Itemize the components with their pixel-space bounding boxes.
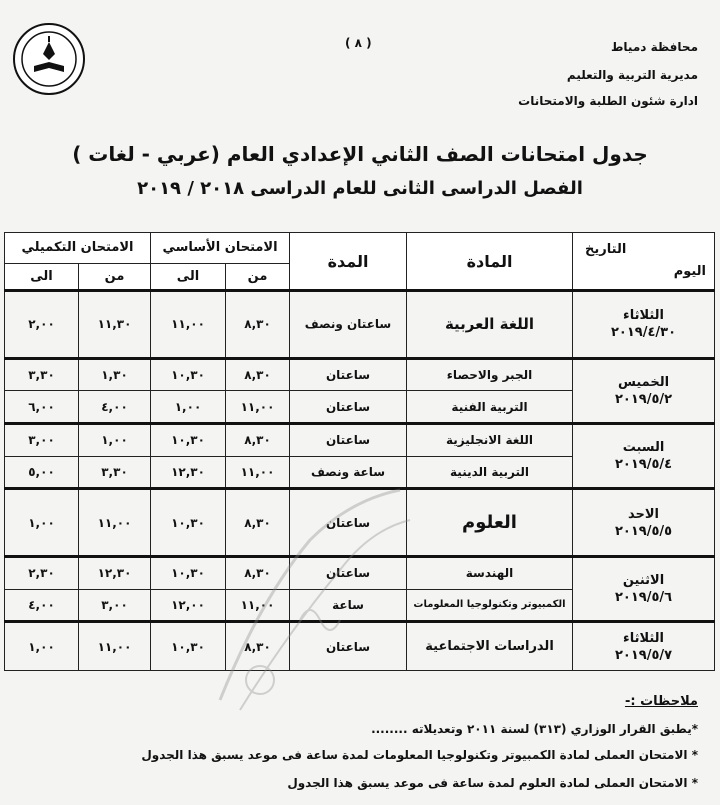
supp-to-cell: ١,٠٠: [5, 489, 79, 557]
subject-cell: الدراسات الاجتماعية: [407, 622, 573, 671]
supp-to-cell: ٣,٠٠: [5, 423, 79, 456]
supp-from-cell: ١,٠٠: [79, 423, 151, 456]
basic-to-cell: ١٠,٣٠: [151, 423, 226, 456]
governorate-label: محافظة دمياط: [610, 40, 698, 54]
subject-cell: الجبر والاحصاء: [407, 358, 573, 391]
basic-to-cell: ١٠,٣٠: [151, 358, 226, 391]
basic-from-cell: ٨,٣٠: [226, 489, 290, 557]
subject-cell: الكمبيوتر وتكنولوجيا المعلومات: [407, 589, 573, 622]
duration-cell: ساعتان: [290, 556, 407, 589]
notes-title: ملاحظات :-: [624, 694, 698, 709]
duration-cell: ساعتان: [290, 423, 407, 456]
directorate-label: مديرية التربية والتعليم: [566, 68, 698, 82]
duration-cell: ساعة ونصف: [290, 456, 407, 489]
basic-from-cell: ١١,٠٠: [226, 391, 290, 424]
supp-from-cell: ٣,٠٠: [79, 589, 151, 622]
basic-from-cell: ١١,٠٠: [226, 456, 290, 489]
duration-cell: ساعتان ونصف: [290, 291, 407, 359]
supp-to-cell: ١,٠٠: [5, 622, 79, 671]
header-date-day: [573, 233, 715, 291]
note-item: * الامتحان العملى لمادة العلوم لمدة ساعة فى موعد يسبق هذا الجدول: [287, 776, 698, 790]
basic-from-cell: ٨,٣٠: [226, 556, 290, 589]
subject-cell: العلوم: [407, 489, 573, 557]
supp-to-cell: ٢,٠٠: [5, 291, 79, 359]
day-cell: السبت ٢٠١٩/٥/٤: [573, 423, 715, 488]
page-number: ( ٨ ): [345, 36, 372, 50]
basic-to-cell: ١١,٠٠: [151, 291, 226, 359]
supp-to-cell: ٢,٣٠: [5, 556, 79, 589]
basic-from-cell: ١١,٠٠: [226, 589, 290, 622]
basic-to-cell: ١٠,٣٠: [151, 489, 226, 557]
day-cell: الثلاثاء ٢٠١٩/٥/٧: [573, 622, 715, 671]
day-cell: الخميس ٢٠١٩/٥/٢: [573, 358, 715, 423]
supp-from-cell: ١١,٣٠: [79, 291, 151, 359]
day-cell: الثلاثاء ٢٠١٩/٤/٣٠: [573, 291, 715, 359]
supp-from-cell: ٤,٠٠: [79, 391, 151, 424]
day-cell: الاحد ٢٠١٩/٥/٥: [573, 489, 715, 557]
supp-from-cell: ١١,٠٠: [79, 489, 151, 557]
header-duration: المدة: [290, 233, 407, 291]
duration-cell: ساعتان: [290, 358, 407, 391]
header-basic-to: الى: [151, 263, 226, 290]
header-supp-from: من: [79, 263, 151, 290]
subject-cell: اللغة الانجليزية: [407, 423, 573, 456]
basic-to-cell: ١٢,٣٠: [151, 456, 226, 489]
header-date: التاريخ: [585, 242, 627, 258]
basic-to-cell: ١٢,٠٠: [151, 589, 226, 622]
header-day: اليوم: [673, 264, 707, 280]
directorate-logo-icon: [12, 22, 86, 96]
day-cell: الاثنين ٢٠١٩/٥/٦: [573, 556, 715, 621]
subject-cell: التربية الدينية: [407, 456, 573, 489]
supp-from-cell: ١١,٠٠: [79, 622, 151, 671]
duration-cell: ساعتان: [290, 391, 407, 424]
official-stamp-icon: [200, 480, 420, 720]
table-row: [5, 423, 715, 456]
supp-to-cell: ٤,٠٠: [5, 589, 79, 622]
supp-to-cell: ٦,٠٠: [5, 391, 79, 424]
basic-from-cell: ٨,٣٠: [226, 622, 290, 671]
header-basic-from: من: [226, 263, 290, 290]
header-supplementary-exam: الامتحان التكميلي: [5, 233, 151, 264]
supp-from-cell: ١٢,٣٠: [79, 556, 151, 589]
supp-to-cell: ٣,٣٠: [5, 358, 79, 391]
page-title: جدول امتحانات الصف الثاني الإعدادي العام (عربي - لغات ): [72, 142, 648, 166]
supp-to-cell: ٥,٠٠: [5, 456, 79, 489]
subject-cell: الهندسة: [407, 556, 573, 589]
duration-cell: ساعتان: [290, 622, 407, 671]
department-label: ادارة شئون الطلبة والامتحانات: [518, 94, 698, 108]
basic-from-cell: ٨,٣٠: [226, 423, 290, 456]
supp-from-cell: ١,٣٠: [79, 358, 151, 391]
basic-to-cell: ١٠,٣٠: [151, 556, 226, 589]
header-basic-exam: الامتحان الأساسي: [151, 233, 290, 264]
basic-from-cell: ٨,٣٠: [226, 358, 290, 391]
table-row: [5, 291, 715, 359]
subject-cell: التربية الفنية: [407, 391, 573, 424]
page-subtitle: الفصل الدراسى الثانى للعام الدراسى ٢٠١٨ / ٢٠١٩: [137, 178, 583, 199]
header-subject: المادة: [407, 233, 573, 291]
basic-from-cell: ٨,٣٠: [226, 291, 290, 359]
subject-cell: اللغة العربية: [407, 291, 573, 359]
note-item: * الامتحان العملى لمادة الكمبيوتر وتكنولوجيا المعلومات لمدة ساعة فى موعد يسبق هذا الجدول: [141, 748, 698, 762]
basic-to-cell: ١٠,٣٠: [151, 622, 226, 671]
duration-cell: ساعة: [290, 589, 407, 622]
basic-to-cell: ١,٠٠: [151, 391, 226, 424]
duration-cell: ساعتان: [290, 489, 407, 557]
supp-from-cell: ٣,٣٠: [79, 456, 151, 489]
header-supp-to: الى: [5, 263, 79, 290]
table-row: [5, 358, 715, 391]
note-item: *يطبق القرار الوزاري (٣١٣) لسنة ٢٠١١ وتعديلاته ........: [371, 722, 698, 736]
